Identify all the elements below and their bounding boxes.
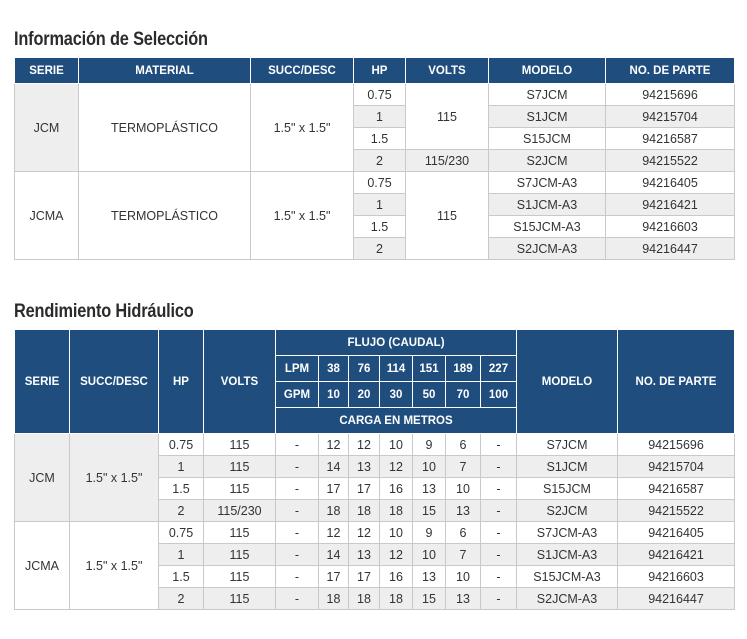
serie-cell: JCM xyxy=(15,84,79,172)
volts-cell: 115 xyxy=(406,84,489,150)
volts-cell: 115 xyxy=(204,522,276,544)
carga-cell: - xyxy=(276,434,319,456)
volts-cell: 115/230 xyxy=(406,150,489,172)
carga-cell: - xyxy=(276,588,319,610)
parte-cell: 94216587 xyxy=(618,478,735,500)
lpm-value: 151 xyxy=(413,356,446,382)
modelo-cell: S1JCM xyxy=(517,456,618,478)
table-row xyxy=(15,84,735,106)
hp-cell: 0.75 xyxy=(354,172,406,194)
col-header-succ: SUCC/DESC xyxy=(70,330,159,434)
carga-cell: - xyxy=(481,522,517,544)
carga-cell: - xyxy=(481,456,517,478)
carga-cell: 13 xyxy=(349,544,380,566)
lpm-value: 38 xyxy=(319,356,349,382)
succ-cell: 1.5" x 1.5" xyxy=(251,172,354,260)
hp-cell: 1 xyxy=(354,194,406,216)
carga-cell: 12 xyxy=(380,456,413,478)
gpm-value: 20 xyxy=(349,382,380,408)
carga-cell: 14 xyxy=(319,544,349,566)
hp-cell: 1.5 xyxy=(354,216,406,238)
parte-cell: 94216421 xyxy=(618,544,735,566)
carga-cell: 17 xyxy=(349,478,380,500)
carga-cell: - xyxy=(481,566,517,588)
carga-cell: 15 xyxy=(413,500,446,522)
col-header-carga: CARGA EN METROS xyxy=(276,408,517,434)
serie-cell: JCM xyxy=(15,434,70,522)
serie-cell: JCMA xyxy=(15,172,79,260)
carga-cell: 15 xyxy=(413,588,446,610)
seleccion-title: Información de Selección xyxy=(14,29,208,50)
table-row xyxy=(15,172,735,194)
material-cell: TERMOPLÁSTICO xyxy=(79,84,251,172)
volts-cell: 115 xyxy=(204,456,276,478)
volts-cell: 115 xyxy=(204,434,276,456)
carga-cell: - xyxy=(276,566,319,588)
col-header-volts: VOLTS xyxy=(406,58,489,84)
succ-cell: 1.5" x 1.5" xyxy=(70,434,159,522)
seleccion-table xyxy=(14,57,735,260)
parte-cell: 94215696 xyxy=(606,84,735,106)
hp-cell: 1.5 xyxy=(159,478,204,500)
hp-cell: 1 xyxy=(159,544,204,566)
volts-cell: 115 xyxy=(204,588,276,610)
carga-cell: 12 xyxy=(319,434,349,456)
carga-cell: 12 xyxy=(319,522,349,544)
carga-cell: 17 xyxy=(319,566,349,588)
volts-cell: 115 xyxy=(204,544,276,566)
gpm-label: GPM xyxy=(276,382,319,408)
carga-cell: - xyxy=(276,478,319,500)
carga-cell: 18 xyxy=(349,588,380,610)
table-row xyxy=(15,522,735,544)
hp-cell: 2 xyxy=(354,238,406,260)
modelo-cell: S1JCM xyxy=(489,106,606,128)
parte-cell: 94216421 xyxy=(606,194,735,216)
hp-cell: 1 xyxy=(354,106,406,128)
carga-cell: 16 xyxy=(380,566,413,588)
carga-cell: 18 xyxy=(349,500,380,522)
rendimiento-header-row xyxy=(15,330,735,356)
parte-cell: 94216447 xyxy=(618,588,735,610)
carga-cell: 17 xyxy=(349,566,380,588)
carga-cell: 10 xyxy=(380,434,413,456)
hp-cell: 0.75 xyxy=(159,434,204,456)
modelo-cell: S15JCM-A3 xyxy=(489,216,606,238)
parte-cell: 94215522 xyxy=(618,500,735,522)
col-header-serie: SERIE xyxy=(15,58,79,84)
carga-cell: 6 xyxy=(446,434,481,456)
lpm-value: 76 xyxy=(349,356,380,382)
modelo-cell: S1JCM-A3 xyxy=(517,544,618,566)
carga-cell: 7 xyxy=(446,544,481,566)
carga-cell: - xyxy=(481,478,517,500)
carga-cell: - xyxy=(276,456,319,478)
carga-cell: 13 xyxy=(446,500,481,522)
hp-cell: 1.5 xyxy=(354,128,406,150)
parte-cell: 94215704 xyxy=(606,106,735,128)
carga-cell: 6 xyxy=(446,522,481,544)
lpm-label: LPM xyxy=(276,356,319,382)
parte-cell: 94216587 xyxy=(606,128,735,150)
hp-cell: 2 xyxy=(159,588,204,610)
gpm-value: 30 xyxy=(380,382,413,408)
carga-cell: - xyxy=(481,588,517,610)
carga-cell: 10 xyxy=(446,478,481,500)
hp-cell: 2 xyxy=(354,150,406,172)
gpm-value: 50 xyxy=(413,382,446,408)
carga-cell: 10 xyxy=(413,456,446,478)
modelo-cell: S15JCM xyxy=(489,128,606,150)
parte-cell: 94215704 xyxy=(618,456,735,478)
col-header-modelo: MODELO xyxy=(517,330,618,434)
parte-cell: 94216447 xyxy=(606,238,735,260)
hp-cell: 0.75 xyxy=(354,84,406,106)
carga-cell: 10 xyxy=(380,522,413,544)
modelo-cell: S7JCM-A3 xyxy=(517,522,618,544)
parte-cell: 94215696 xyxy=(618,434,735,456)
modelo-cell: S2JCM-A3 xyxy=(517,588,618,610)
carga-cell: 17 xyxy=(319,478,349,500)
carga-cell: 13 xyxy=(446,588,481,610)
carga-cell: 18 xyxy=(319,588,349,610)
table-row xyxy=(15,434,735,456)
carga-cell: 13 xyxy=(413,566,446,588)
modelo-cell: S7JCM xyxy=(489,84,606,106)
col-header-flujo: FLUJO (CAUDAL) xyxy=(276,330,517,356)
col-header-modelo: MODELO xyxy=(489,58,606,84)
gpm-value: 10 xyxy=(319,382,349,408)
carga-cell: - xyxy=(481,500,517,522)
volts-cell: 115 xyxy=(204,566,276,588)
carga-cell: 9 xyxy=(413,434,446,456)
carga-cell: 13 xyxy=(349,456,380,478)
volts-cell: 115/230 xyxy=(204,500,276,522)
volts-cell: 115 xyxy=(406,172,489,260)
carga-cell: 7 xyxy=(446,456,481,478)
carga-cell: - xyxy=(276,522,319,544)
lpm-value: 189 xyxy=(446,356,481,382)
succ-cell: 1.5" x 1.5" xyxy=(70,522,159,610)
succ-cell: 1.5" x 1.5" xyxy=(251,84,354,172)
col-header-serie: SERIE xyxy=(15,330,70,434)
carga-cell: 9 xyxy=(413,522,446,544)
carga-cell: 10 xyxy=(446,566,481,588)
modelo-cell: S1JCM-A3 xyxy=(489,194,606,216)
carga-cell: 18 xyxy=(380,588,413,610)
carga-cell: 16 xyxy=(380,478,413,500)
hp-cell: 2 xyxy=(159,500,204,522)
seleccion-header-row xyxy=(15,58,735,84)
col-header-parte: NO. DE PARTE xyxy=(618,330,735,434)
parte-cell: 94216405 xyxy=(606,172,735,194)
carga-cell: - xyxy=(276,500,319,522)
col-header-succ: SUCC/DESC xyxy=(251,58,354,84)
carga-cell: 18 xyxy=(319,500,349,522)
modelo-cell: S7JCM xyxy=(517,434,618,456)
carga-cell: - xyxy=(276,544,319,566)
modelo-cell: S15JCM xyxy=(517,478,618,500)
rendimiento-table xyxy=(14,329,735,610)
gpm-value: 100 xyxy=(481,382,517,408)
col-header-parte: NO. DE PARTE xyxy=(606,58,735,84)
carga-cell: 10 xyxy=(413,544,446,566)
col-header-material: MATERIAL xyxy=(79,58,251,84)
parte-cell: 94215522 xyxy=(606,150,735,172)
hp-cell: 0.75 xyxy=(159,522,204,544)
volts-cell: 115 xyxy=(204,478,276,500)
gpm-value: 70 xyxy=(446,382,481,408)
carga-cell: 12 xyxy=(380,544,413,566)
rendimiento-title: Rendimiento Hidráulico xyxy=(14,301,194,322)
lpm-value: 227 xyxy=(481,356,517,382)
hp-cell: 1.5 xyxy=(159,566,204,588)
carga-cell: 12 xyxy=(349,522,380,544)
modelo-cell: S2JCM xyxy=(517,500,618,522)
hp-cell: 1 xyxy=(159,456,204,478)
parte-cell: 94216603 xyxy=(606,216,735,238)
carga-cell: - xyxy=(481,544,517,566)
carga-cell: 13 xyxy=(413,478,446,500)
modelo-cell: S2JCM xyxy=(489,150,606,172)
modelo-cell: S2JCM-A3 xyxy=(489,238,606,260)
modelo-cell: S7JCM-A3 xyxy=(489,172,606,194)
parte-cell: 94216603 xyxy=(618,566,735,588)
lpm-value: 114 xyxy=(380,356,413,382)
serie-cell: JCMA xyxy=(15,522,70,610)
material-cell: TERMOPLÁSTICO xyxy=(79,172,251,260)
col-header-volts: VOLTS xyxy=(204,330,276,434)
carga-cell: 12 xyxy=(349,434,380,456)
col-header-hp: HP xyxy=(354,58,406,84)
modelo-cell: S15JCM-A3 xyxy=(517,566,618,588)
carga-cell: 18 xyxy=(380,500,413,522)
carga-cell: 14 xyxy=(319,456,349,478)
col-header-hp: HP xyxy=(159,330,204,434)
parte-cell: 94216405 xyxy=(618,522,735,544)
carga-cell: - xyxy=(481,434,517,456)
